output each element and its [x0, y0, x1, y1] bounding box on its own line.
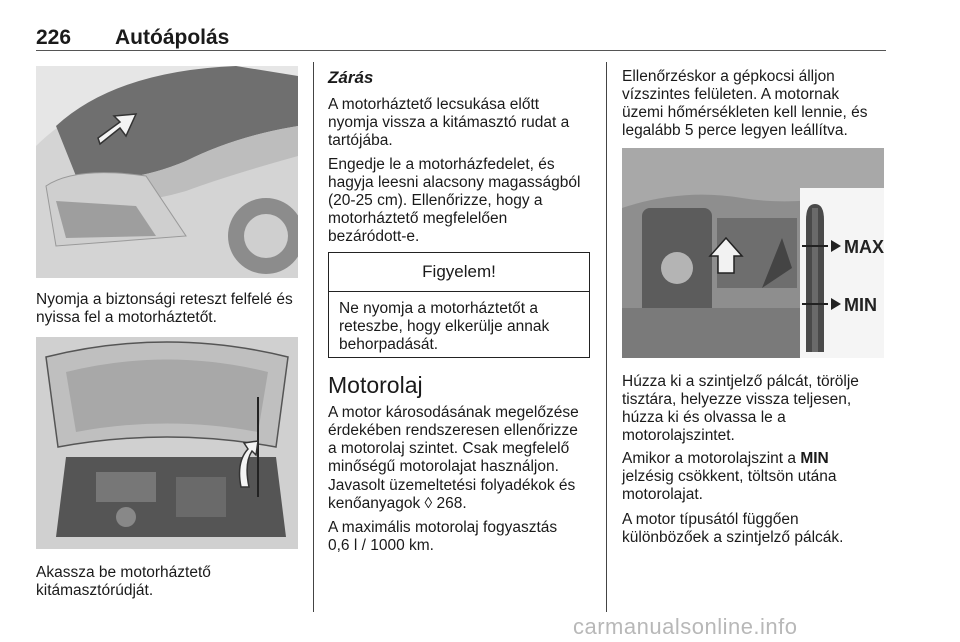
text-line: motorolajszintet.	[622, 427, 735, 444]
text-line: húzza ki és olvassa le a	[622, 409, 786, 426]
text-line: Ellenőrzéskor a gépkocsi álljon	[622, 68, 835, 85]
header-rule	[36, 50, 886, 51]
text-line: érdekében rendszeresen ellenőrizze	[328, 422, 578, 439]
caption-line: Akassza be motorháztető	[36, 564, 211, 581]
text-line: Javasolt üzemeltetési folyadékok és	[328, 477, 576, 494]
text-line: 0,6 l / 1000 km.	[328, 537, 434, 554]
closing-paragraph-2	[328, 156, 596, 246]
text-line: hagyja leesni alacsony magasságból	[328, 174, 581, 191]
text-line: reteszbe, hogy elkerülje annak	[339, 318, 550, 335]
car-hood-open-latch-icon	[36, 66, 298, 278]
hood-prop-rod-illustration	[36, 337, 298, 549]
text-line: különbözőek a szintjelző pálcák.	[622, 529, 844, 546]
text-line: Húzza ki a szintjelző pálcát, törölje	[622, 373, 859, 390]
text-line: legalább 5 perce legyen leállítva.	[622, 122, 848, 139]
engine-dipstick-icon	[622, 148, 884, 358]
warning-box	[328, 252, 590, 358]
caption-prop-rod	[36, 564, 298, 600]
column-divider-2	[606, 62, 607, 612]
text-line: Engedje le a motorházfedelet, és	[328, 156, 555, 173]
caption-line: nyissa fel a motorháztetőt.	[36, 309, 217, 326]
dipstick-variants-paragraph	[622, 511, 884, 547]
text-line: Ne nyomja a motorháztetőt a	[339, 300, 539, 317]
page-reference-icon: ◊	[424, 495, 433, 512]
text-line: minőségű motorolajat használjon.	[328, 458, 559, 475]
text-line: üzemi hőmérsékleten kell lennie, és	[622, 104, 868, 121]
text-line: motorolajat.	[622, 486, 703, 503]
text-line: A motor károsodásának megelőzése	[328, 404, 579, 421]
dipstick-max-label: MAX	[844, 237, 884, 257]
min-level-paragraph	[622, 450, 884, 504]
text-line: kenőanyagok ◊ 268.	[328, 495, 467, 512]
text-line: A maximális motorolaj fogyasztás	[328, 519, 558, 536]
text-line: bezáródott-e.	[328, 228, 420, 245]
text-line: A motor típusától függően	[622, 511, 799, 528]
text-line: Amikor a motorolajszint a MIN	[622, 450, 829, 467]
engine-oil-section	[328, 372, 590, 399]
page-number: 226	[36, 26, 72, 49]
warning-body	[329, 292, 589, 362]
caption-line: Nyomja a biztonsági reteszt felfelé és	[36, 291, 293, 308]
check-conditions-paragraph	[622, 68, 884, 140]
text-line: vízszintes felületen. A motornak	[622, 86, 840, 103]
engine-oil-heading: Motorolaj	[328, 372, 423, 398]
dipstick-illustration	[622, 148, 884, 358]
text-line: tisztára, helyezze vissza teljesen,	[622, 391, 852, 408]
dipstick-min-label: MIN	[844, 295, 877, 315]
dipstick-instructions-paragraph	[622, 373, 884, 445]
text-line: jelzésig csökkent, töltsön utána	[622, 468, 837, 485]
section-title: Autóápolás	[115, 26, 230, 49]
oil-paragraph-1	[328, 404, 596, 476]
oil-paragraph-2	[328, 477, 590, 513]
text-line: (20-25 cm). Ellenőrizze, hogy a	[328, 192, 543, 209]
closing-paragraph-1	[328, 96, 590, 150]
closing-heading: Zárás	[328, 68, 374, 87]
column-divider-1	[313, 62, 314, 612]
watermark: carmanualsonline.info	[573, 614, 798, 639]
page-header	[36, 20, 886, 50]
min-emphasis: MIN	[800, 450, 829, 467]
text-line: motorháztető megfelelően	[328, 210, 508, 227]
engine-bay-prop-rod-icon	[36, 337, 298, 549]
text-line: behorpadását.	[339, 336, 439, 353]
warning-title: Figyelem!	[329, 253, 589, 292]
caption-open-hood	[36, 291, 298, 327]
text-line: a motorolaj szintet. Csak megfelelő	[328, 440, 570, 457]
text-line: tartójába.	[328, 132, 393, 149]
hood-latch-illustration	[36, 66, 298, 278]
text-line: nyomja vissza a kitámasztó rudat a	[328, 114, 570, 131]
text-line: A motorháztető lecsukása előtt	[328, 96, 540, 113]
caption-line: kitámasztórúdját.	[36, 582, 154, 599]
closing-section	[328, 68, 590, 88]
page-reference-link[interactable]: 268.	[436, 495, 467, 512]
oil-paragraph-3	[328, 519, 590, 555]
